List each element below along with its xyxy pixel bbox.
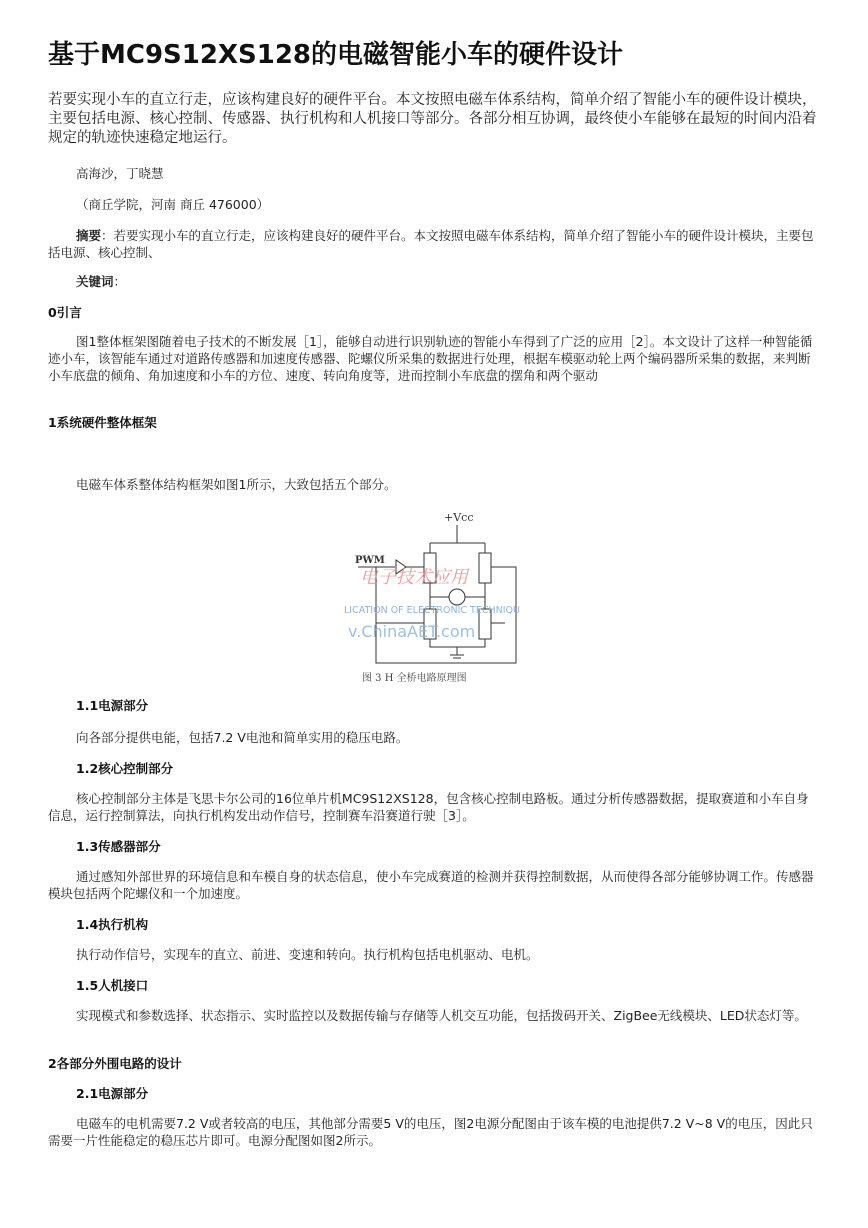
- section-1-text: 电磁车体系整体结构框架如图1所示，大致包括五个部分。: [76, 477, 397, 492]
- pwm-label: PWM: [355, 555, 385, 566]
- watermark-chinese: 电子技术应用: [360, 567, 468, 588]
- section-2-1-text: 电磁车的电机需要7.2 V或者较高的电压，其他部分需要5 V的电压，图2电源分配图由于该车模的电池提供7.2 V~8 V的电压，因此只需要一片性能稳定的稳压芯片即可。电源分配图如图2所示。: [48, 1116, 813, 1148]
- section-1-2-text: 核心控制部分主体是飞思卡尔公司的16位单片机MC9S12XS128，包含核心控制电路板。通过分析传感器数据，提取赛道和小车自身信息，运行控制算法，向执行机构发出动作信号，控制赛车沿赛道行驶［3］。: [48, 791, 809, 823]
- abstract: [48, 227, 818, 261]
- section-2-heading: 2各部分外围电路的设计: [48, 1056, 182, 1071]
- section-1-heading: 1系统硬件整体框架: [48, 415, 157, 430]
- section-1-4-text: 执行动作信号，实现车的直立、前进、变速和转向。执行机构包括电机驱动、电机。: [76, 947, 539, 962]
- section-1-3-heading: 1.3传感器部分: [76, 839, 161, 854]
- authors: 高海沙，丁晓慧: [76, 166, 164, 181]
- vcc-label: +Vcc: [444, 511, 474, 524]
- section-1-1-text: 向各部分提供电能，包括7.2 V电池和简单实用的稳压电路。: [76, 730, 409, 745]
- h-bridge-diagram: [330, 505, 530, 695]
- figure-caption: 图 3 H 全桥电路原理图: [362, 673, 467, 684]
- abstract-label: 摘要: [76, 228, 102, 243]
- lead-paragraph: 若要实现小车的直立行走，应该构建良好的硬件平台。本文按照电磁车体系结构，简单介绍了智能小车的硬件设计模块，主要包括电源、核心控制、传感器、执行机构和人机接口等部分。各部分相互协调，最终使小车能够在最短的时间内沿着规定的轨迹快速稳定地运行。: [48, 92, 817, 146]
- section-1-3-text: 通过感知外部世界的环境信息和车模自身的状态信息，使小车完成赛道的检测并获得控制数据，从而使得各部分能够协调工作。传感器模块包括两个陀螺仪和一个加速度。: [48, 869, 814, 901]
- section-1-4-heading: 1.4执行机构: [76, 917, 149, 932]
- keywords-label: 关键词: [76, 274, 114, 289]
- abstract-text: ：若要实现小车的直立行走，应该构建良好的硬件平台。本文按照电磁车体系结构，简单介绍了智能小车的硬件设计模块，主要包括电源、核心控制、: [48, 228, 814, 260]
- section-1-5-heading: 1.5人机接口: [76, 978, 149, 993]
- page-title: 基于MC9S12XS128的电磁智能小车的硬件设计: [48, 40, 623, 70]
- keywords: [48, 273, 818, 290]
- section-0-text: 图1整体框架图随着电子技术的不断发展［1］，能够自动进行识别轨迹的智能小车得到了广泛的应用［2］。本文设计了这样一种智能循迹小车，该智能车通过对道路传感器和加速度传感器、陀螺仪所采集的数据进行处理，根据车模驱动轮上两个编码器所采集的数据，来判断小车底盘的倾角、角加速度和小车的方位、速度、转向角度等，进而控制小车底盘的摆角和两个驱动: [48, 334, 813, 383]
- section-1-5-text: 实现模式和参数选择、状态指示、实时监控以及数据传输与存储等人机交互功能，包括拨码开关、ZigBee无线模块、LED状态灯等。: [76, 1008, 807, 1023]
- section-1-1-heading: 1.1电源部分: [76, 698, 149, 713]
- section-0-heading: 0引言: [48, 305, 82, 320]
- keywords-text: ：: [113, 274, 127, 289]
- watermark-english: LICATION OF ELECTRONIC TECHNIQU: [344, 605, 520, 616]
- section-2-1-heading: 2.1电源部分: [76, 1086, 149, 1101]
- watermark-url: v.ChinaAET.com: [348, 622, 476, 641]
- section-1-2-heading: 1.2核心控制部分: [76, 761, 174, 776]
- affiliation: （商丘学院，河南 商丘 476000）: [76, 197, 270, 212]
- figure-h-bridge: [330, 505, 530, 695]
